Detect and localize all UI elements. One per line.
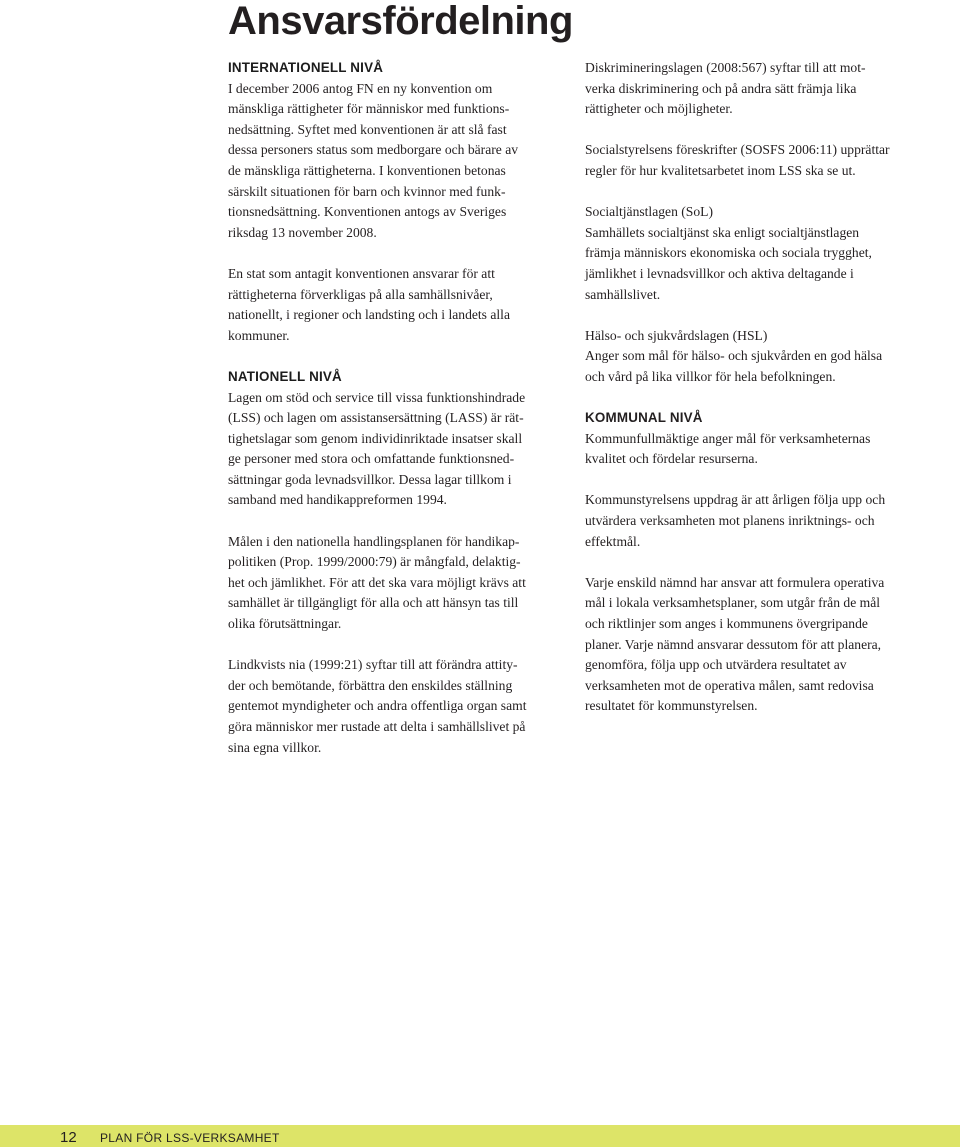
section-heading: NATIONELL NIVÅ	[228, 368, 342, 384]
right-column	[585, 58, 915, 717]
footer-document-title: PLAN FÖR LSS-VERKSAMHET	[100, 1131, 280, 1145]
body-paragraph: Socialstyrelsens föreskrifter (SOSFS 2006:11) upprättar regler för hur kvalitetsarbetet inom LSS ska se ut.	[585, 142, 890, 178]
body-paragraph: Kommunstyrelsens uppdrag är att årligen följa upp och utvärdera verksamheten mot planens inriktnings- och effektmål.	[585, 492, 886, 549]
body-paragraph: Målen i den nationella handlingsplanen för handikap- politiken (Prop. 1999/2000:79) är mångfald, delaktig- het och jämlikhet. För att det ska vara möjligt krävs att samhället är tillgängligt för alla och att hänsyn tas till olika förutsättningar.	[228, 533, 526, 632]
page-number: 12	[60, 1129, 77, 1146]
body-paragraph: Kommunfullmäktige anger mål för verksamheternas kvalitet och fördelar resurserna.	[585, 430, 871, 467]
page-title: Ansvarsfördelning	[228, 0, 573, 43]
section-nationell-niva	[228, 367, 568, 758]
body-paragraph: Hälso- och sjukvårdslagen (HSL) Anger som mål för hälso- och sjukvården en god hälsa och vård på lika villkor för hela befolkningen.	[585, 327, 883, 384]
section-internationell-niva	[228, 58, 568, 346]
body-paragraph: Lindkvists nia (1999:21) syftar till att förändra attity- der och bemötande, förbättra den enskildes ställning gentemot myndigheter och andra offentliga organ samt göra människor mer rustade att delta i samhällslivet på sina egna villkor.	[228, 657, 527, 755]
section-heading: INTERNATIONELL NIVÅ	[228, 60, 384, 75]
section-kommunal-niva	[585, 408, 915, 717]
body-paragraph: I december 2006 antog FN en ny konvention om mänskliga rättigheter för människor med funktions- nedsättning. Syftet med konventionen är att slå fast dessa personers status som medborgare och bärare av de mänskliga rättigheterna. I konventionen betonas särskilt situationen för barn och kvinnor med funk- tionsnedsättning. Konventionen antogs av Sveriges riksdag 13 november 2008.	[228, 80, 519, 240]
body-paragraph: Diskrimineringslagen (2008:567) syftar till att mot- verka diskriminering och på andra sätt främja lika rättigheter och möjligheter.	[585, 60, 866, 117]
section-heading: KOMMUNAL NIVÅ	[585, 410, 703, 426]
body-paragraph: Socialtjänstlagen (SoL) Samhällets socialtjänst ska enligt socialtjänstlagen främja människors ekonomiska och sociala trygghet, jämlikhet i levnadsvillkor och aktiva deltagande i samhällslivet.	[585, 204, 872, 302]
body-paragraph: Lagen om stöd och service till vissa funktionshindrade (LSS) och lagen om assistansersättning (LASS) är rät- tighetslagar som genom individinriktade insatser skall ge personer med stora och omfattande funktionsned- sättningar goda levnadsvillkor. Dessa lagar tillkom i samband med handikappreformen 1994.	[228, 389, 526, 508]
left-column	[228, 58, 568, 758]
body-paragraph: En stat som antagit konventionen ansvarar för att rättigheterna förverkligas på alla samhällsnivåer, nationellt, i regioner och landsting och i landets alla kommuner.	[228, 265, 510, 343]
body-paragraph: Varje enskild nämnd har ansvar att formulera operativa mål i lokala verksamhetsplaner, som utgår från de mål och riktlinjer som anges i kommunens övergripande planer. Varje nämnd ansvarar dessutom för att planera, genomföra, följa upp och utvärdera resultatet av verksamheten mot de operativa målen, samt redovisa resultatet för kommunstyrelsen.	[585, 574, 885, 714]
